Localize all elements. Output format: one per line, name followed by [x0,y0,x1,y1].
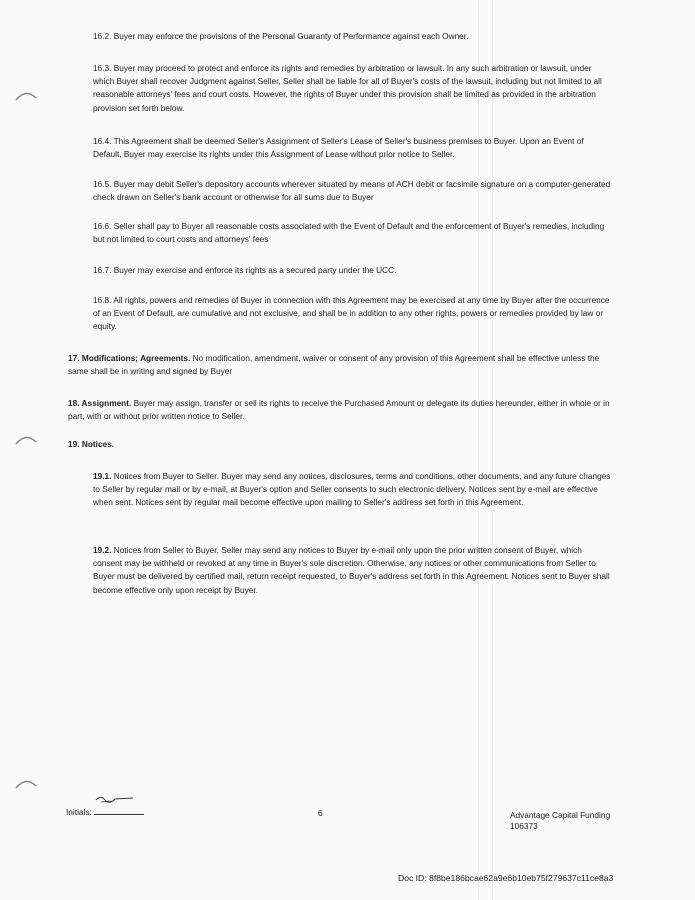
page-number: 6 [318,808,323,818]
section-17-title: 17. Modifications; Agreements. [68,353,191,363]
initials-field [66,806,144,817]
section-16-3: 16.3. Buyer may proceed to protect and enforce its rights and remedies by arbitration or lawsuit. In any such arbitration or lawsuit, under which Buyer shall recover Judgment against Seller, Seller shall be liable for all of Buyer's costs of the lawsuit, including but not limited to all reasonable attorneys' fees and court costs. However, the rights of Buyer under this provision shall be limited as provided in the arbitration provision set forth below. [93,63,602,113]
section-18 [68,397,613,423]
section-19-1 [93,470,613,510]
section-16-8: 16.8. All rights, powers and remedies of Buyer in connection with this Agreement may be exercised at any time by Buyer after the occurrence of an Event of Default, are cumulative and not exclusive, and shall be in addition to any other rights, powers or remedies provided by law or equity. [93,295,610,332]
section-16-2: 16.2. Buyer may enforce the provisions of the Personal Guaranty of Performance against each Owner. [93,31,469,41]
company-name: Advantage Capital Funding [510,810,611,820]
company-block [510,810,610,831]
section-16-5: 16.5. Buyer may debit Seller's depository accounts wherever situated by means of ACH debit or facsimile signature on a computer-generated check drawn on Seller's bank account or otherwise for all sums due to Buyer [93,179,611,203]
section-17-body: No modification, amendment, waiver or consent of any provision of this Agreement shall be effective unless the same shall be in writing and signed by Buyer [68,353,600,377]
section-18-body: Buyer may assign, transfer or sell its rights to receive the Purchased Amount or delegate its duties hereunder, either in whole or in part, with or without prior written notice to Seller. [68,398,610,422]
section-19-2 [93,544,613,597]
doc-id: Doc ID: 8f8be186bcae62a9e6b10eb75f279637c11ce8a3 [398,873,614,883]
punch-hole-mark [14,432,38,446]
section-19-heading: 19. Notices. [68,439,115,449]
section-19-2-title: 19.2. [93,545,112,555]
section-19-2-body: Notices from Seller to Buyer. Seller may send any notices to Buyer by e-mail only upon the prior written consent of Buyer, which consent may be withheld or revoked at any time in Buyer's sole discretion. Otherwise, any notices or other communications from Seller to Buyer must be delivered by certified mail, return receipt requested, to Buyer's address set forth in this Agreement. Notices sent to Buyer shall become effective only upon receipt by Buyer. [93,545,610,595]
initials-line [94,806,144,815]
section-16-4: 16.4. This Agreement shall be deemed Seller's Assignment of Seller's Lease of Seller's business premises to Buyer. Upon an Event of Default, Buyer may exercise its rights under this Assignment of Lease without prior notice to Seller. [93,136,584,160]
punch-hole-mark [14,776,38,790]
initials-label: Initials: [66,807,92,817]
section-16-7: 16.7. Buyer may exercise and enforce its rights as a secured party under the UCC. [93,265,397,275]
section-18-title: 18. Assignment. [68,398,132,408]
section-17 [68,352,613,378]
section-19-1-body: Notices from Buyer to Seller. Buyer may send any notices, disclosures, terms and conditions, other documents, and any future changes to Seller by regular mail or by e-mail, at Buyer's option and Seller consents to such electronic delivery. Notices sent by e-mail are effective when sent. Notices sent by regular mail become effective upon mailing to Seller's address set forth in this Agreement. [93,471,611,508]
section-19-1-title: 19.1. [93,471,112,481]
section-16-6: 16.6. Seller shall pay to Buyer all reasonable costs associated with the Event of Default and the enforcement of Buyer's remedies, including but not limited to court costs and attorneys' fees [93,221,605,245]
company-id: 106373 [510,820,538,831]
punch-hole-mark [14,88,38,102]
